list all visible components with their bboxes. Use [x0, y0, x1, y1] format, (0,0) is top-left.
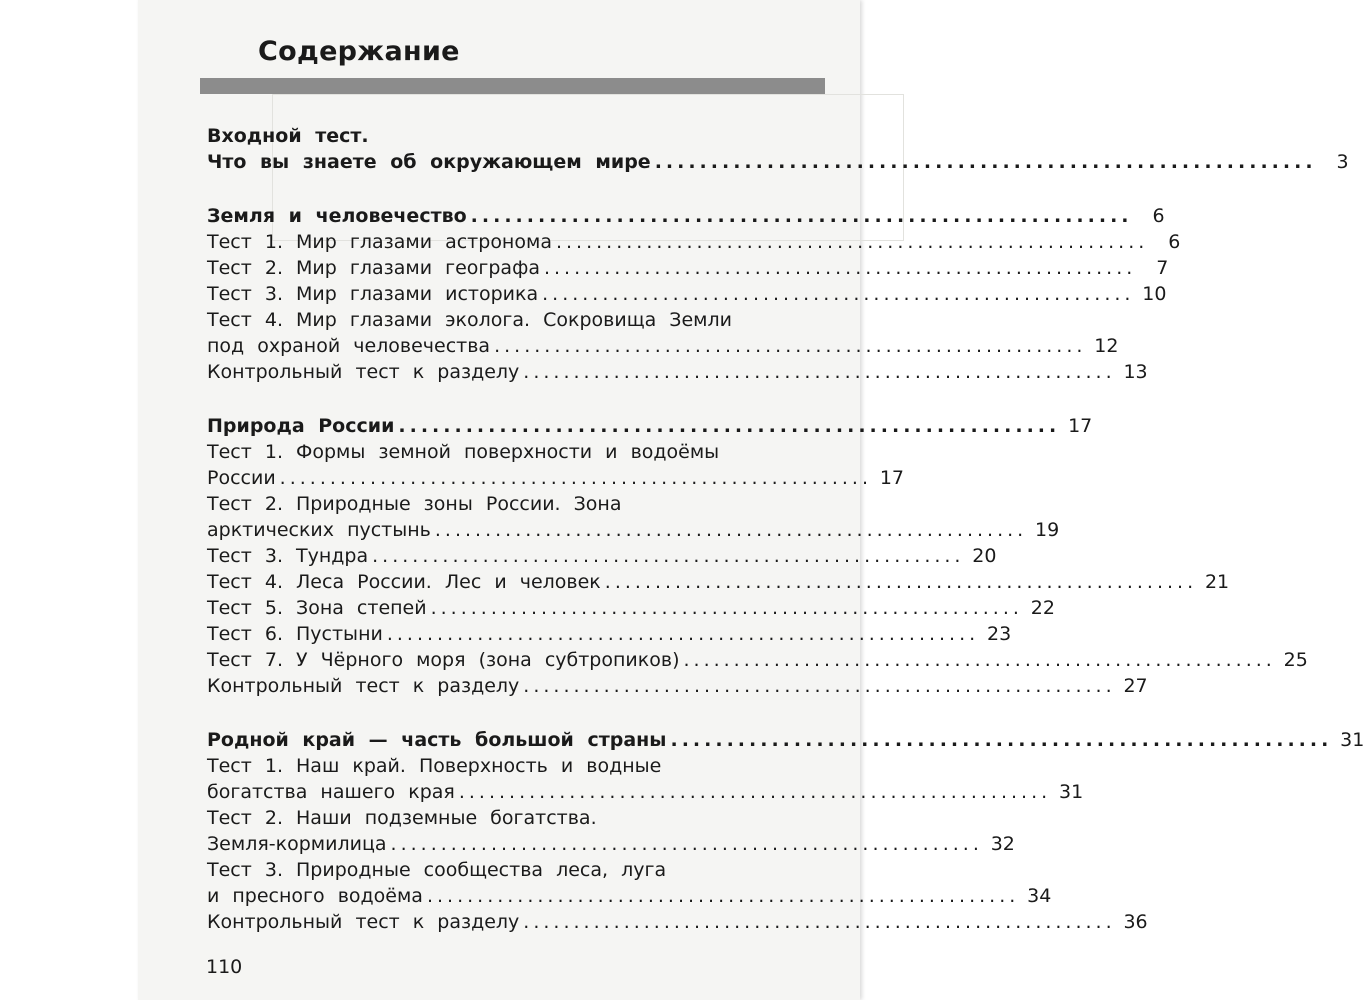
toc-entry[interactable] [207, 883, 1052, 909]
toc-label: Земля и человечество [207, 205, 467, 227]
toc-page-number: 20 [972, 545, 997, 567]
leader-dots: ........................................................... [523, 675, 1116, 697]
toc-label: Тест 1. Наш край. Поверхность и водные [207, 755, 662, 777]
toc-label: Тест 1. Мир глазами астронома [207, 231, 552, 253]
leader-dots: ........................................................... [683, 649, 1276, 671]
toc-page-number: 13 [1123, 361, 1148, 383]
toc-label: Что вы знаете об окружающем мире [207, 151, 651, 173]
leader-dots: ........................................................... [543, 257, 1137, 279]
leader-dots: ........................................................... [430, 597, 1023, 619]
leader-dots: ........................................................... [426, 885, 1020, 907]
toc-page-number: 22 [1030, 597, 1055, 619]
toc-page-number: 34 [1027, 885, 1052, 907]
toc-page-number: 25 [1283, 649, 1308, 671]
toc-section-title[interactable] [207, 203, 1165, 229]
toc-label: Родной край — часть большой страны [207, 729, 667, 751]
toc-entry[interactable] [207, 621, 1012, 647]
leader-dots: ........................................................... [523, 911, 1116, 933]
toc-label: Тест 5. Зона степей [207, 597, 427, 619]
leader-dots: ........................................................... [494, 335, 1087, 357]
toc-entry[interactable] [207, 595, 1055, 621]
toc-entry[interactable] [207, 281, 1167, 307]
toc-entry[interactable] [207, 491, 825, 517]
toc-section-title [207, 123, 825, 149]
toc-page-number: 10 [1142, 283, 1167, 305]
toc-entry[interactable] [207, 543, 997, 569]
toc-page-number: 23 [987, 623, 1012, 645]
toc-section-title[interactable] [207, 727, 1364, 753]
toc-entry[interactable] [207, 673, 1148, 699]
toc-entry[interactable] [207, 779, 1084, 805]
leader-dots: ........................................................... [542, 283, 1135, 305]
page-title: Содержание [258, 36, 460, 67]
leader-dots: ........................................................... [390, 833, 983, 855]
toc-entry[interactable] [207, 517, 1060, 543]
title-rule [200, 78, 825, 94]
toc-label: Тест 4. Леса России. Лес и человек [207, 571, 601, 593]
leader-dots: ........................................................... [523, 361, 1116, 383]
toc-label: богатства нашего края [207, 781, 455, 803]
toc-page-number: 21 [1204, 571, 1230, 593]
toc-label: Тест 3. Мир глазами историка [207, 283, 539, 305]
toc-label: Тест 7. У Чёрного моря (зона субтропиков) [207, 649, 680, 671]
toc-entry[interactable] [207, 647, 1308, 673]
toc-entry[interactable] [207, 307, 825, 333]
toc-label: Контрольный тест к разделу [207, 911, 520, 933]
toc-entry[interactable] [207, 465, 905, 491]
toc-page-number: 27 [1123, 675, 1148, 697]
toc-label: Тест 2. Наши подземные богатства. [207, 807, 597, 829]
leader-dots: ........................................................... [654, 151, 1317, 173]
toc-label: России [207, 467, 276, 489]
toc-label: Земля-кормилица [207, 833, 387, 855]
toc-page-number: 32 [990, 833, 1015, 855]
leader-dots: ........................................................... [398, 415, 1061, 437]
leader-dots: ........................................................... [470, 205, 1133, 227]
toc-label: Тест 3. Тундра [207, 545, 369, 567]
toc-label: Тест 1. Формы земной поверхности и водоёмы [207, 441, 720, 463]
toc-label: Тест 2. Природные зоны России. Зона [207, 493, 622, 515]
page-number: 110 [206, 956, 243, 978]
toc-entry[interactable] [207, 753, 825, 779]
toc-entry[interactable] [207, 569, 1230, 595]
toc-page-number: 17 [1068, 415, 1093, 437]
toc-entry[interactable] [207, 439, 825, 465]
toc-entry[interactable] [207, 857, 825, 883]
toc-section-title[interactable] [207, 413, 1093, 439]
toc-page-number: 31 [1058, 781, 1084, 803]
toc-page-number: 3 [1336, 151, 1349, 173]
leader-dots: ........................................................... [458, 781, 1052, 803]
toc-label: арктических пустынь [207, 519, 431, 541]
toc-entry[interactable] [207, 909, 1148, 935]
leader-dots: ........................................................... [434, 519, 1028, 541]
leader-dots: ........................................................... [372, 545, 965, 567]
toc-label: Тест 6. Пустыни [207, 623, 383, 645]
toc-label: Тест 4. Мир глазами эколога. Сокровища Земли [207, 309, 732, 331]
toc-label: Тест 3. Природные сообщества леса, луга [207, 859, 667, 881]
leader-dots: ........................................................... [386, 623, 980, 645]
toc-page-number: 6 [1168, 231, 1181, 253]
toc-page-number: 17 [879, 467, 905, 489]
leader-dots: ........................................................... [604, 571, 1198, 593]
table-of-contents [207, 123, 1364, 935]
toc-entry[interactable] [207, 149, 1349, 175]
toc-entry[interactable] [207, 831, 1015, 857]
toc-entry[interactable] [207, 229, 1181, 255]
toc-label: Входной тест. [207, 125, 369, 147]
toc-page-number: 7 [1156, 257, 1169, 279]
toc-entry[interactable] [207, 255, 1169, 281]
toc-page-number: 12 [1094, 335, 1119, 357]
toc-page-number: 36 [1123, 911, 1148, 933]
toc-label: под охраной человечества [207, 335, 491, 357]
toc-label: Контрольный тест к разделу [207, 361, 520, 383]
toc-page-number: 31 [1340, 729, 1364, 751]
toc-label: Природа России [207, 415, 395, 437]
toc-label: Тест 2. Мир глазами географа [207, 257, 540, 279]
leader-dots: ........................................................... [555, 231, 1149, 253]
toc-entry[interactable] [207, 333, 1119, 359]
toc-entry[interactable] [207, 805, 825, 831]
toc-page-number: 6 [1152, 205, 1165, 227]
toc-label: Контрольный тест к разделу [207, 675, 520, 697]
leader-dots: ........................................................... [670, 729, 1333, 751]
toc-entry[interactable] [207, 359, 1148, 385]
toc-page-number: 19 [1035, 519, 1060, 541]
leader-dots: ........................................................... [279, 467, 873, 489]
toc-label: и пресного водоёма [207, 885, 423, 907]
